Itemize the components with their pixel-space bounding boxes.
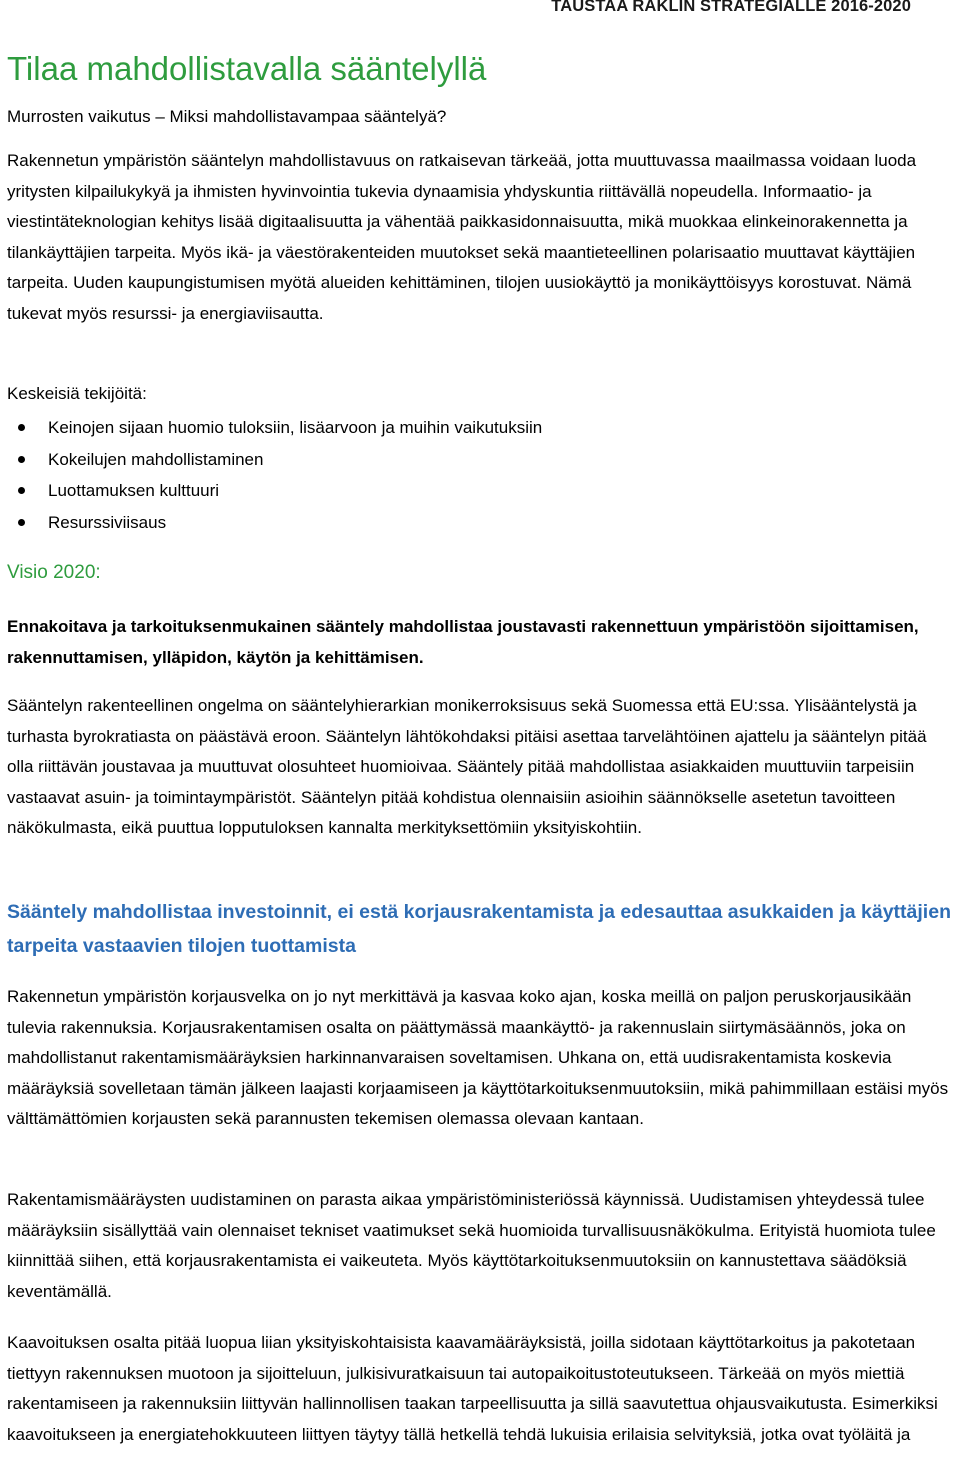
list-item [7, 507, 542, 539]
bullet-icon [18, 487, 25, 494]
list-item-text: Keinojen sijaan huomio tuloksiin, lisäarvoon ja muihin vaikutuksiin [48, 418, 543, 437]
bullet-icon [18, 424, 25, 431]
vision-statement: Ennakoitava ja tarkoituksenmukainen sääntely mahdollistaa joustavasti rakennettuun ympäristöön sijoittamisen, rakennuttamisen, ylläpidon, käytön ja kehittämisen. [7, 617, 919, 667]
regulation-paragraph: Sääntelyn rakenteellinen ongelma on sääntelyhierarkian monikerroksisuus sekä Suomessa että EU:ssa. Ylisääntelystä ja turhasta byrokratiasta on päästävä eroon. Sääntelyn lähtökohdaksi pitäisi asettaa tarvelähtöinen ajattelu ja sääntelyn pitää olla riittävän joustavaa ja muuttuvat olosuhteet huomioivaa. Sääntely pitää mahdollistaa asiakkaiden muuttuviin tarpeisiin vastaavat asuin- ja toimintaympäristöt. Sääntelyn pitää kohdistua olennaisiin asioihin säännökselle asetetun tavoitteen näkökulmasta, eikä puuttua lopputuloksen kannalta merkityksettömiin yksityiskohtiin. [7, 696, 927, 838]
repair-debt-paragraph: Rakennetun ympäristön korjausvelka on jo nyt merkittävä ja kasvaa koko ajan, koska meillä on paljon peruskorjausikään tulevia rakennuksia. Korjausrakentamisen osalta on päättymässä maankäyttö- ja rakennuslain siirtymäsäännös, joka on mahdollistanut rakentamismääräyksien harkinnanvaraisen soveltamisen. Uhkana on, että uudisrakentamista koskevia määräyksiä sovelletaan tämän jälkeen laajasti korjaamiseen ja käyttötarkoituksenmuutoksiin, mikä pahimmillaan estäisi myös välttämättömien korjausten sekä parannusten tekemisen olemassa olevaan kantaan. [7, 987, 949, 1129]
list-item [7, 444, 542, 476]
subtitle: Murrosten vaikutus – Miksi mahdollistavampaa sääntelyä? [7, 107, 447, 126]
page-title: Tilaa mahdollistavalla sääntelyllä [7, 50, 487, 87]
list-item [7, 475, 542, 507]
zoning-paragraph: Kaavoituksen osalta pitää luopua liian yksityiskohtaisista kaavamääräyksistä, joilla sidotaan käyttötarkoitus ja pakotetaan tiettyyn rakennuksen muotoon ja sijoitteluun, julkisivuratkaisuun tai autopaikoitustoteutukseen. Tärkeää on myös miettiä rakentamiseen ja rakennuksiin liittyvän hallinnollisen taakan tarpeellisuutta ja sillä saavutettua ohjausvaikutusta. Esimerkiksi kaavoitukseen ja energiatehokkuuteen liittyen täytyy tällä hetkellä tehdä lukuisia erilaisia selvityksiä, jotka ovat työläitä ja [7, 1333, 938, 1444]
bullet-icon [18, 456, 25, 463]
vision-label: Visio 2020: [7, 562, 101, 583]
key-factors-label: Keskeisiä tekijöitä: [7, 384, 147, 403]
running-header: TAUSTAA RAKLIN STRATEGIALLE 2016-2020 [551, 0, 911, 15]
list-item [7, 412, 542, 444]
bullet-icon [18, 519, 25, 526]
key-factors-list [7, 412, 542, 538]
list-item-text: Resurssiviisaus [48, 512, 167, 532]
intro-paragraph: Rakennetun ympäristön sääntelyn mahdollistavuus on ratkaisevan tärkeää, jotta muuttuvassa maailmassa voidaan luoda yritysten kilpailukykyä ja ihmisten hyvinvointia tukevia dynaamisia yhdyskuntia riittävällä nopeudella. Informaatio- ja viestintäteknologian kehitys lisää digitaalisuutta ja vähentää paikkasidonnaisuutta, mikä muokkaa elinkeinorakennetta ja tilankäyttäjien tarpeita. Myös ikä- ja väestörakenteiden muutokset sekä maantieteellinen polarisaatio muuttavat käyttäjien tarpeita. Uuden kaupungistumisen myötä alueiden kehittäminen, tilojen uusiokäyttö ja monikäyttöisyys korostuvat. Nämä tukevat myös resurssi- ja energiaviisautta. [7, 151, 917, 323]
building-codes-paragraph: Rakentamismääräysten uudistaminen on parasta aikaa ympäristöministeriössä käynnissä. Uudistamisen yhteydessä tulee määräyksiin sisällyttää vain olennaiset tekniset vaatimukset sekä huomioida turvallisuusnäkökulma. Erityistä huomiota tulee kiinnittää siihen, että korjausrakentamista ei vaikeuteta. Myös käyttötarkoituksenmuutoksiin on kannustettava säädöksiä keventämällä. [7, 1190, 936, 1301]
list-item-text: Kokeilujen mahdollistaminen [48, 449, 264, 469]
section-heading: Sääntely mahdollistaa investoinnit, ei estä korjausrakentamista ja edesauttaa asukkaiden ja käyttäjien tarpeita vastaavien tilojen tuottamista [7, 901, 951, 957]
list-item-text: Luottamuksen kulttuuri [48, 481, 220, 500]
